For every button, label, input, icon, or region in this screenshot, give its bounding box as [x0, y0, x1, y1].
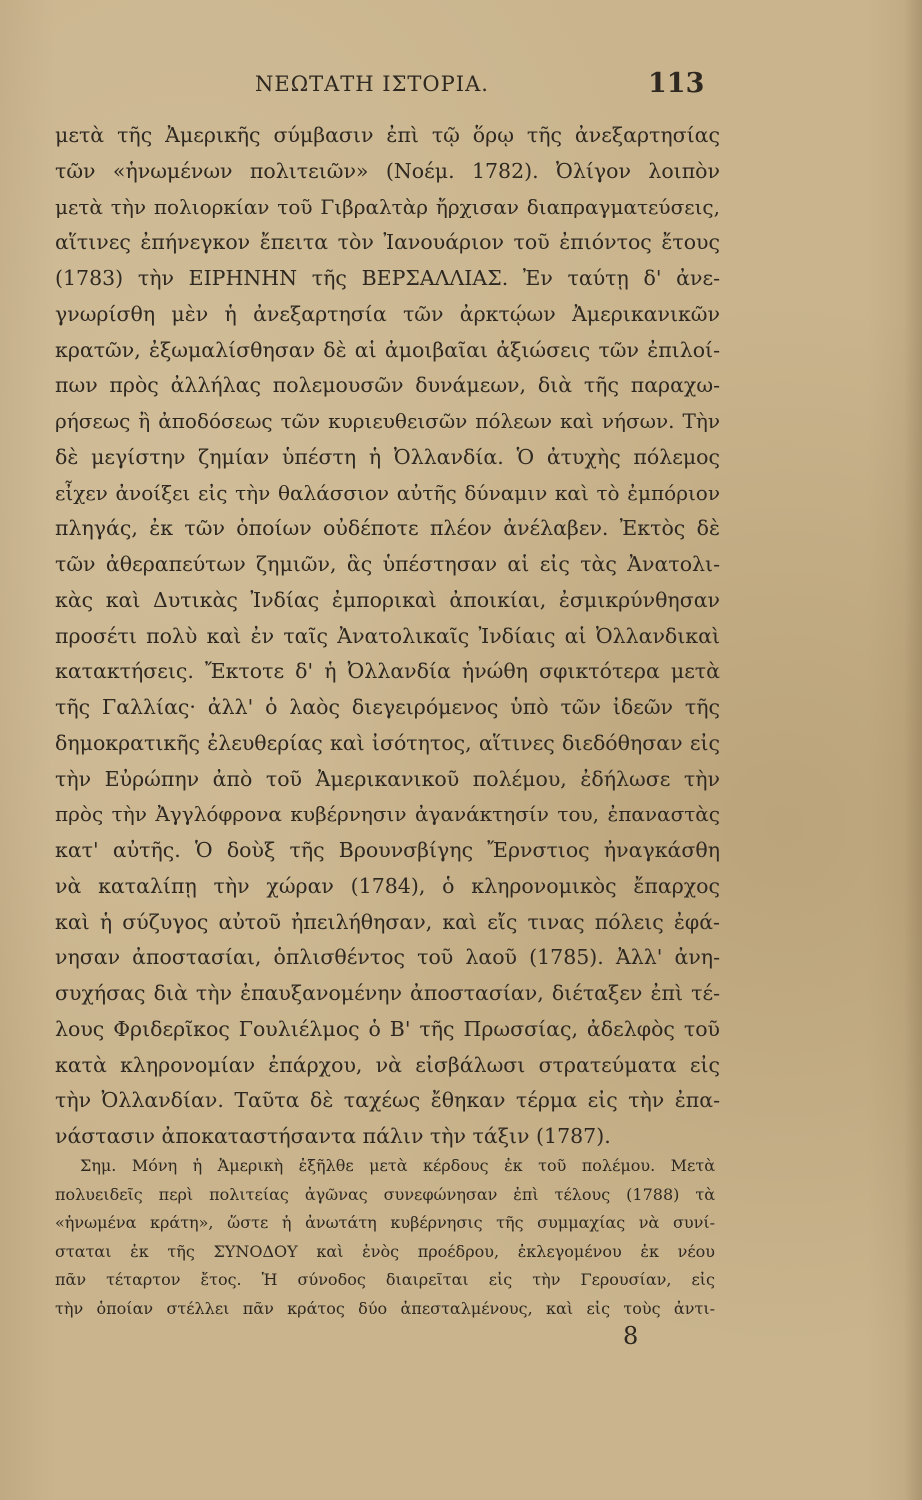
text-line: συχήσας διὰ τὴν ἐπαυξανομένην ἀποστασίαν, διέταξεν ἐπὶ τέ- [55, 981, 720, 1005]
text-line: μετὰ τὴν πολιορκίαν τοῦ Γιβραλτὰρ ἤρχισαν διαπραγματεύσεις, [55, 194, 720, 219]
text-line: καὶ ἡ σύζυγος αὐτοῦ ἠπειλήθησαν, καὶ εἴς τινας πόλεις ἐφά- [55, 909, 720, 934]
footnote-line: Σημ. Μόνη ἡ Ἀμερικὴ ἐξῆλθε μετὰ κέρδους ἐκ τοῦ πολέμου. Μετὰ [80, 1156, 715, 1175]
text-line: πληγάς, ἐκ τῶν ὁποίων οὐδέποτε πλέον ἀνέλαβεν. Ἐκτὸς δὲ [55, 516, 720, 541]
text-line: τὴν Εὐρώπην ἀπὸ τοῦ Ἀμερικανικοῦ πολέμου, ἐδήλωσε τὴν [55, 766, 720, 791]
text-line: δὲ μεγίστην ζημίαν ὑπέστη ἡ Ὀλλανδία. Ὁ ἀτυχὴς πόλεμος [55, 444, 720, 469]
text-line: μετὰ τῆς Ἀμερικῆς σύμβασιν ἐπὶ τῷ ὅρῳ τῆς ἀνεξαρτησίας [55, 123, 720, 147]
main-text [55, 118, 720, 1155]
text-line: προσέτι πολὺ καὶ ἐν ταῖς Ἀνατολικαῖς Ἰνδίαις αἱ Ὀλλανδικαὶ [55, 623, 720, 648]
text-line: νὰ καταλίπῃ τὴν χώραν (1784), ὁ κληρονομικὸς ἔπαρχος [55, 873, 720, 898]
text-line: κατὰ κληρονομίαν ἐπάρχου, νὰ εἰσβάλωσι στρατεύματα εἰς [55, 1052, 720, 1077]
text-line: εἶχεν ἀνοίξει εἰς τὴν θαλάσσιον αὐτῆς δύναμιν καὶ τὸ ἐμπόριον [55, 480, 720, 505]
text-line: τῶν «ἡνωμένων πολιτειῶν» (Νοέμ. 1782). Ὀλίγον λοιπὸν [55, 158, 720, 183]
footnote-line: πᾶν τέταρτον ἔτος. Ἡ σύνοδος διαιρεῖται εἰς τὴν Γερουσίαν, εἰς [55, 1270, 715, 1289]
text-line: ρήσεως ἢ ἀποδόσεως τῶν κυριευθεισῶν πόλεων καὶ νήσων. Τὴν [55, 409, 720, 433]
text-line: γνωρίσθη μὲν ἡ ἀνεξαρτησία τῶν ἀρκτῴων Ἀμερικανικῶν [55, 301, 720, 326]
text-line: δημοκρατικῆς ἐλευθερίας καὶ ἰσότητος, αἵτινες διεδόθησαν εἰς [55, 730, 720, 755]
text-line: τῶν ἀθεραπεύτων ζημιῶν, ἃς ὑπέστησαν αἱ εἰς τὰς Ἀνατολι- [55, 552, 720, 576]
text-line: κατακτήσεις. Ἔκτοτε δ' ἡ Ὀλλανδία ἡνώθη σφικτότερα μετὰ [55, 659, 720, 684]
text-line: τῆς Γαλλίας· ἀλλ' ὁ λαὸς διεγειρόμενος ὑπὸ τῶν ἰδεῶν τῆς [55, 695, 720, 719]
text-line: λους Φριδερῖκος Γουλιέλμος ὁ Β' τῆς Πρωσσίας, ἀδελφὸς τοῦ [55, 1016, 720, 1041]
text-line: κατ' αὐτῆς. Ὁ δοὺξ τῆς Βρουνσβίγης Ἔρνστιος ἠναγκάσθη [55, 838, 720, 862]
text-line: αἵτινες ἐπήνεγκον ἔπειτα τὸν Ἰανουάριον τοῦ ἐπιόντος ἔτους [55, 230, 720, 255]
footnote-line: «ἡνωμένα κράτη», ὥστε ἡ ἀνωτάτη κυβέρνησις τῆς συμμαχίας νὰ συνί- [55, 1213, 715, 1232]
footnote-line: σταται ἐκ τῆς ΣΥΝΟΔΟΥ καὶ ἑνὸς προέδρου, ἐκλεγομένου ἐκ νέου [55, 1241, 715, 1261]
text-line: νάστασιν ἀποκαταστήσαντα πάλιν τὴν τάξιν (1787). [55, 1124, 611, 1148]
page-edge-shadow [904, 0, 922, 1500]
text-line: πων πρὸς ἀλλήλας πολεμουσῶν δυνάμεων, διὰ τῆς παραχω- [55, 373, 720, 398]
text-line: νησαν ἀποστασίαι, ὁπλισθέντος τοῦ λαοῦ (1785). Ἀλλ' ἀνη- [55, 945, 720, 970]
page-number: 113 [648, 68, 705, 99]
text-line: τὴν Ὀλλανδίαν. Ταῦτα δὲ ταχέως ἔθηκαν τέρμα εἰς τὴν ἐπα- [55, 1088, 720, 1113]
text-line: κὰς καὶ Δυτικὰς Ἰνδίας ἐμπορικαὶ ἀποικίαι, ἐσμικρύνθησαν [55, 587, 720, 612]
text-line: κρατῶν, ἐξωμαλίσθησαν δὲ αἱ ἀμοιβαῖαι ἀξιώσεις τῶν ἐπιλοί- [55, 337, 720, 362]
running-title: ΝΕΩΤΑΤΗ ΙΣΤΟΡΙΑ. [255, 72, 489, 96]
signature-mark: 8 [623, 1322, 639, 1350]
footnote-line: τὴν ὁποίαν στέλλει πᾶν κράτος δύο ἀπεσταλμένους, καὶ εἰς τοὺς ἀντι- [55, 1298, 715, 1318]
text-line: πρὸς τὴν Ἀγγλόφρονα κυβέρνησιν ἀγανάκτησίν του, ἐπαναστὰς [55, 802, 720, 827]
footnote-line: πολυειδεῖς περὶ πολιτείας ἀγῶνας συνεφώνησαν ἐπὶ τέλους (1788) τὰ [55, 1184, 715, 1204]
text-line: (1783) τὴν ΕΙΡΗΝΗΝ τῆς ΒΕΡΣΑΛΛΙΑΣ. Ἐν ταύτῃ δ' ἀνε- [55, 266, 720, 290]
footnote [55, 1152, 715, 1323]
